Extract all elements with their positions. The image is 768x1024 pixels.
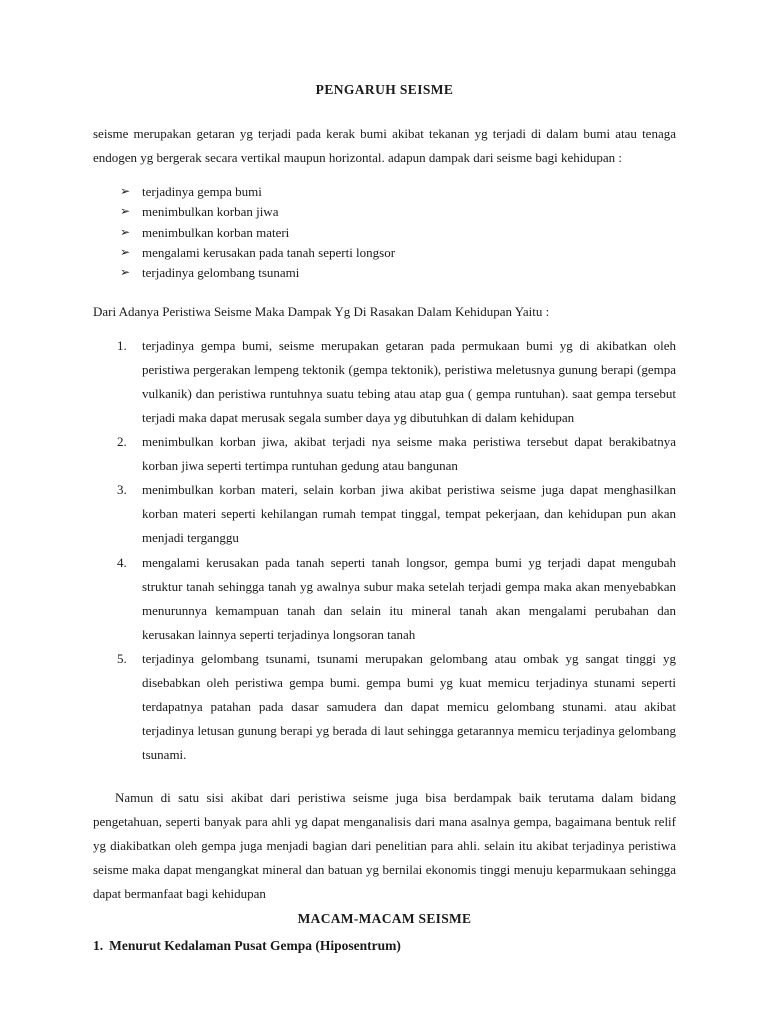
list-item-number: 2. [117, 434, 127, 450]
list-item-label: mengalami kerusakan pada tanah seperti tanah longsor, gempa bumi yg terjadi dapat mengubah struktur tanah sehingga tanah yg awalnya subur maka setelah terjadi gempa maka akan menyebabkan menurunnya kemampuan tanah dan selain itu mineral tanah akan mengalami perubahan dan kerusakan lainnya seperti terjadinya longsoran tanah [142, 554, 676, 642]
list-item [93, 243, 676, 263]
list-item-label: menimbulkan korban jiwa, akibat terjadi nya seisme maka peristiwa tersebut dapat berakibatnya korban jiwa seperti tertimpa runtuhan gedung atau bangunan [142, 434, 676, 474]
numbered-list-lead: Dari Adanya Peristiwa Seisme Maka Dampak Yg Di Rasakan Dalam Kehidupan Yaitu : [93, 304, 550, 320]
spacer [93, 767, 676, 786]
list-item [93, 334, 676, 430]
list-item-number: 3. [117, 482, 127, 498]
list-item-label: terjadinya gelombang tsunami, tsunami merupakan gelombang atau ombak yg sangat tinggi yg disebabkan oleh peristiwa gempa bumi. gempa bumi yg kuat memicu terjadinya stunami seperti terdapatnya patahan pada dasar samudera dan dapat memicu gelombang stunami. atau akibat terjadinya letusan gunung berapi yg berada di laut sehingga getarannya memicu terjadinya gelombang tsunami. [142, 650, 676, 762]
list-item [93, 647, 676, 767]
page-title: PENGARUH SEISME [315, 82, 454, 97]
list-item-number: 4. [117, 554, 127, 570]
sub-heading-label: Menurut Kedalaman Pusat Gempa (Hiposentrum) [109, 937, 401, 953]
list-item-label: menimbulkan korban materi [142, 224, 290, 240]
list-item-label: terjadinya gelombang tsunami [142, 264, 300, 280]
arrow-bullet-icon: ➢ [120, 184, 131, 199]
list-item [93, 430, 676, 478]
list-item-label: terjadinya gempa bumi [142, 184, 262, 200]
arrow-bullet-icon: ➢ [120, 204, 131, 219]
list-item [93, 202, 676, 222]
list-item [93, 223, 676, 243]
sub-heading-number: 1. [93, 937, 104, 953]
impact-bullet-list [93, 182, 676, 283]
list-item [93, 551, 676, 647]
section-title: MACAM-MACAM SEISME [297, 911, 472, 927]
list-item-number: 1. [117, 338, 127, 354]
impact-numbered-list [93, 334, 676, 767]
list-item [93, 478, 676, 550]
arrow-bullet-icon: ➢ [120, 224, 131, 239]
list-item-label: menimbulkan korban materi, selain korban jiwa akibat peristiwa seisme juga dapat menghasilkan korban materi seperti kehilangan rumah tempat tinggal, tempat pekerjaan, dan kehidupan pun akan menjadi terganggu [142, 482, 676, 546]
intro-paragraph: seisme merupakan getaran yg terjadi pada kerak bumi akibat tekanan yg terjadi di dalam bumi atau tenaga endogen yg bergerak secara vertikal maupun horizontal. adapun dampak dari seisme bagi kehidupan : [93, 126, 676, 166]
list-item-label: menimbulkan korban jiwa [142, 204, 279, 220]
list-item [93, 263, 676, 283]
closing-paragraph: Namun di satu sisi akibat dari peristiwa seisme juga bisa berdampak baik terutama dalam bidang pengetahuan, seperti banyak para ahli yg dapat menganalisis dari mana asalnya gempa, bagaimana bentuk relif yg diakibatkan oleh gempa juga menjadi bagian dari penelitian para ahli. selain itu akibat terjadinya peristiwa seisme maka dapat mengangkat mineral dan batuan yg bernilai ekonomis tinggi menuju keparmukaan sehingga dapat bermanfaat bagi kehidupan [93, 789, 676, 902]
list-item-number: 5. [117, 650, 127, 666]
arrow-bullet-icon: ➢ [120, 244, 131, 259]
spacer [93, 287, 676, 300]
list-item-label: mengalami kerusakan pada tanah seperti longsor [142, 244, 396, 260]
sub-heading [93, 932, 676, 959]
arrow-bullet-icon: ➢ [120, 264, 131, 279]
list-item [93, 182, 676, 202]
list-item-label: terjadinya gempa bumi, seisme merupakan getaran pada permukaan bumi yg di akibatkan oleh peristiwa pergerakan lempeng tektonik (gempa tektonik), peristiwa meletusnya gunung berapi (gempa vulkanik) dan peristiwa runtuhnya suatu tebing atau atap gua ( gempa runtuhan). saat gempa tersebut terjadi maka dapat merusak segala sumber daya yg dibutuhkan di dalam kehidupan [142, 338, 676, 426]
